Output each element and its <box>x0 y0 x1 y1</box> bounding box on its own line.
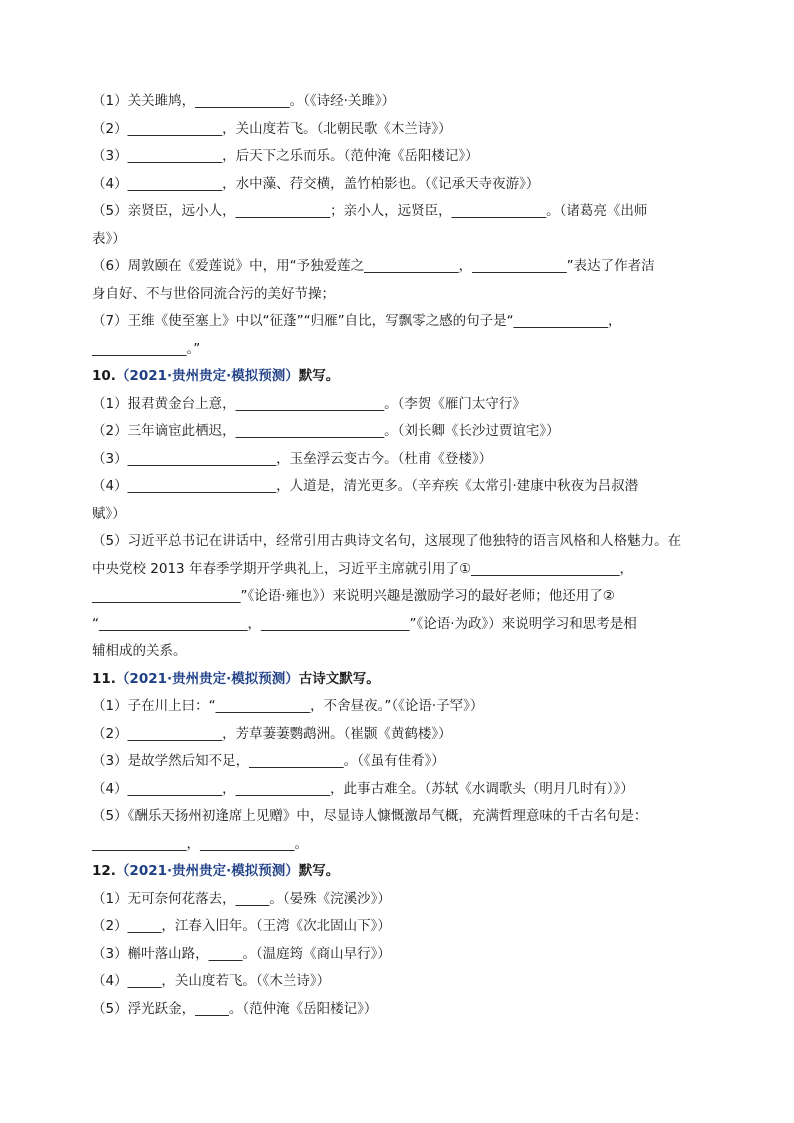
q11-item-1: （1）子在川上曰：“______________，不舍昼夜。”（《论语·子罕》） <box>92 698 484 714</box>
q10-item-1: （1）报君黄金台上意，______________________。（李贺《雁门太守行》 <box>92 395 526 412</box>
q11-item-2: （2）______________，芳草萋萋鹦鹉洲。（崔颢《黄鹤楼》） <box>92 725 452 742</box>
q9-item-5-cont: 表》） <box>92 230 126 247</box>
q12-item-5: （5）浮光跃金，_____。（范仲淹《岳阳楼记》） <box>92 1000 378 1017</box>
q9-item-5: （5）亲贤臣，远小人，______________；亲小人，远贤臣，______________。（诸葛亮《出师 <box>92 203 648 219</box>
question-number: 11. <box>92 670 116 687</box>
q10-item-5-cont-2: ______________________”《论语·雍也》）来说明兴趣是激励学习的最好老师；他还用了② <box>92 588 615 604</box>
q10-item-3: （3）______________________，玉垒浮云变古今。（杜甫《登楼》） <box>92 450 493 467</box>
q9-item-1: （1）关关雎鸠，______________。（《诗经·关雎》） <box>92 93 396 109</box>
q10-item-5-cont-1: 中央党校 2013 年春季学期开学典礼上，习近平主席就引用了①______________________， <box>92 560 634 577</box>
q10-item-4: （4）______________________，人道是，清光更多。（辛弃疾《太常引·建康中秋夜为吕叔潜 <box>92 478 639 494</box>
question-10-header <box>92 363 710 391</box>
q9-item-7-cont: ______________。” <box>92 340 201 357</box>
q12-item-1: （1）无可奈何花落去，_____。（晏殊《浣溪沙》） <box>92 890 391 907</box>
question-12-block <box>92 858 710 1023</box>
q10-item-5: （5）习近平总书记在讲话中，经常引用古典诗文名句，这展现了他独特的语言风格和人格魅力。在 <box>92 533 682 549</box>
q12-item-3: （3）槲叶落山路，_____。（温庭筠《商山早行》） <box>92 945 391 962</box>
q9-item-6: （6）周敦颐在《爱莲说》中，用“予独爱莲之______________，______________”表达了作者洁 <box>92 258 655 274</box>
question-title: 默写。 <box>298 368 340 384</box>
q10-item-5-cont-3: “______________________，______________________”《论语·为政》）来说明学习和思考是相 <box>92 615 637 632</box>
question-number: 12. <box>92 863 116 879</box>
q10-item-5-cont-4: 辅相成的关系。 <box>92 643 187 659</box>
question-title: 默写。 <box>298 863 340 879</box>
question-9-block <box>92 88 710 363</box>
q12-item-2: （2）_____，江春入旧年。（王湾《次北固山下》） <box>92 918 391 934</box>
question-11-header <box>92 666 710 694</box>
q12-item-4: （4）_____，关山度若飞。（《木兰诗》） <box>92 973 331 989</box>
question-title: 古诗文默写。 <box>298 670 380 687</box>
q11-item-3: （3）是故学然后知不足，______________。（《虽有佳肴》） <box>92 753 445 769</box>
question-11-block <box>92 666 710 859</box>
question-number: 10. <box>92 368 116 384</box>
q9-item-6-cont: 身自好、不与世俗同流合污的美好节操； <box>92 285 335 302</box>
question-source: （2021·贵州贵定·模拟预测） <box>115 368 299 384</box>
q9-item-7: （7）王维《使至塞上》中以“征蓬”“归雁”自比，写飘零之感的句子是“______________， <box>92 313 622 329</box>
q9-item-3: （3）______________，后天下之乐而乐。（范仲淹《岳阳楼记》） <box>92 148 479 164</box>
q11-item-4: （4）______________，______________，此事古难全。（苏轼《水调歌头（明月几时有）》） <box>92 780 634 797</box>
question-10-block <box>92 363 710 666</box>
q10-item-4-cont: 赋》） <box>92 505 126 522</box>
question-source: （2021·贵州贵定·模拟预测） <box>115 670 299 687</box>
q9-item-2: （2）______________，关山度若飞。（北朝民歌《木兰诗》） <box>92 120 452 137</box>
q11-item-5: （5）《酬乐天扬州初逢席上见赠》中，尽显诗人慷慨激昂气概，充满哲理意味的千古名句是： <box>92 808 648 824</box>
q11-item-5-cont: ______________，______________。 <box>92 835 308 852</box>
question-source: （2021·贵州贵定·模拟预测） <box>115 863 299 879</box>
question-12-header <box>92 858 710 886</box>
document-content <box>92 88 710 1023</box>
q9-item-4: （4）______________，水中藻、荇交横，盖竹柏影也。（《记承天寺夜游》） <box>92 175 540 192</box>
q10-item-2: （2）三年谪宦此栖迟，______________________。（刘长卿《长沙过贾谊宅》） <box>92 423 560 439</box>
